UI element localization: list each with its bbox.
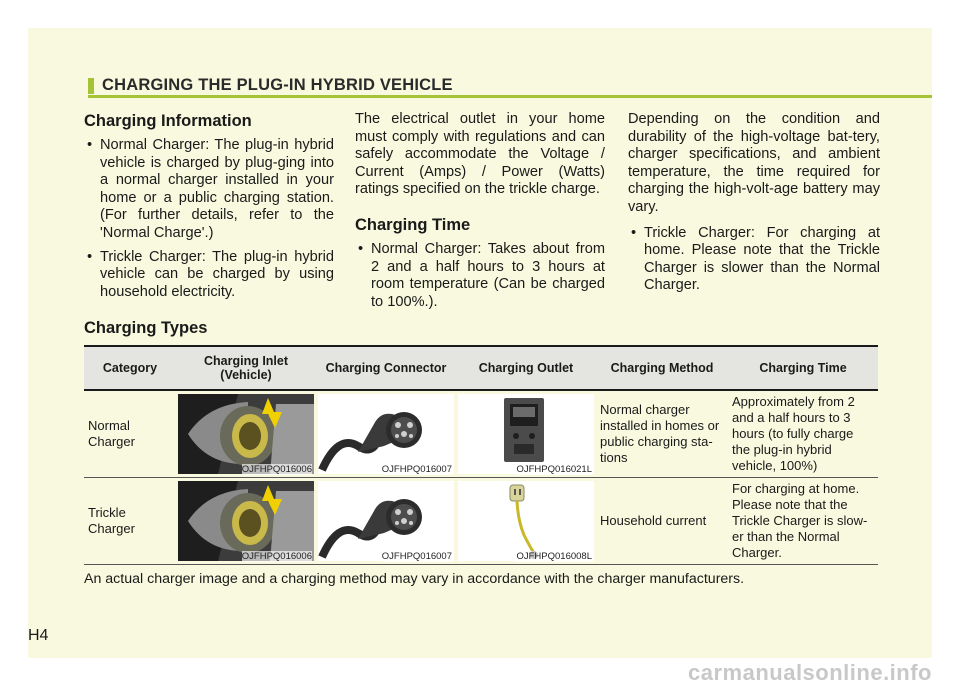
inlet-image-cell	[176, 478, 316, 565]
header-rule	[88, 95, 932, 98]
charging-inlet-image	[178, 481, 314, 561]
table-row	[84, 478, 878, 565]
category-cell: Trickle Charger	[84, 478, 176, 565]
heading-charging-time: Charging Time	[355, 215, 471, 234]
charging-types-table	[84, 345, 878, 565]
paragraph-electrical-outlet: The electrical outlet in your home must comply with regulations and can safely accommodate the Voltage / Current (Amps) / Power (Watts) ratings specified on the trickle charge.	[355, 111, 605, 198]
column-charging-information	[84, 111, 334, 307]
charging-connector-image	[318, 481, 454, 561]
heading-charging-information: Charging Information	[84, 112, 252, 130]
column-charging-conditions	[628, 111, 880, 301]
table-header-row	[84, 346, 878, 390]
paragraph-charging-conditions: Depending on the condition and durability of the high-voltage bat-tery, charger specifications, and ambient temperature, the time required for charging the high-volt-age battery may vary.	[628, 111, 880, 215]
connector-image-cell	[316, 390, 456, 478]
header-charging-outlet: Charging Outlet	[456, 346, 596, 390]
charging-outlet-image	[458, 394, 594, 474]
bullet-trickle-charger-home: • Trickle Charger: For charging at home. Please note that the Trickle Charger is slower than the Normal Charger.	[628, 225, 880, 295]
header-charging-method: Charging Method	[596, 346, 728, 390]
charging-time-cell: Approximately from 2 and a half hours to 3 hours (to fully charge the plug-in hybrid vehicle, 100%)	[728, 390, 878, 478]
connector-image-cell	[316, 478, 456, 565]
header-charging-connector: Charging Connector	[316, 346, 456, 390]
header-charging-inlet: Charging Inlet (Vehicle)	[176, 346, 316, 390]
header-charging-time: Charging Time	[728, 346, 878, 390]
page-number: H4	[28, 627, 49, 644]
image-caption: OJFHPQ016006	[241, 551, 312, 562]
charging-inlet-image	[178, 394, 314, 474]
charging-connector-image	[318, 394, 454, 474]
header-accent-bar	[88, 78, 94, 94]
image-caption: OJFHPQ016008L	[516, 551, 592, 562]
watermark: carmanualsonline.info	[688, 660, 932, 685]
inlet-image-cell	[176, 390, 316, 478]
image-caption: OJFHPQ016007	[381, 551, 452, 562]
outlet-image-cell	[456, 478, 596, 565]
bullet-normal-charger: • Normal Charger: The plug-in hybrid vehicle is charged by plug-ging into a normal charger installed in your home or a public charging station. (For further details, refer to the 'Normal Charge'.)	[84, 137, 334, 243]
header-category: Category	[84, 346, 176, 390]
bullet-trickle-charger: • Trickle Charger: The plug-in hybrid vehicle can be charged by using household electricity.	[84, 249, 334, 302]
section-header	[88, 74, 932, 96]
category-cell: Normal Charger	[84, 390, 176, 478]
image-caption: OJFHPQ016021L	[516, 464, 592, 475]
image-caption: OJFHPQ016007	[381, 464, 452, 475]
charging-method-cell: Household current	[596, 478, 728, 565]
table-row	[84, 390, 878, 478]
charging-time-cell: For charging at home. Please note that the Trickle Charger is slow-er than the Normal Charger.	[728, 478, 878, 565]
bullet-normal-charger-time: • Normal Charger: Takes about from 2 and a half hours to 3 hours at room temperature (Can be charged to 100%.).	[355, 241, 605, 311]
outlet-image-cell	[456, 390, 596, 478]
image-caption: OJFHPQ016006	[241, 464, 312, 475]
section-title: CHARGING THE PLUG-IN HYBRID VEHICLE	[102, 76, 453, 94]
footnote: An actual charger image and a charging method may vary in accordance with the charger manufacturers.	[84, 571, 745, 587]
column-charging-time	[355, 111, 605, 317]
household-plug-image	[458, 481, 594, 561]
charging-method-cell: Normal charger installed in homes or public charging sta-tions	[596, 390, 728, 478]
heading-charging-types: Charging Types	[84, 319, 208, 337]
